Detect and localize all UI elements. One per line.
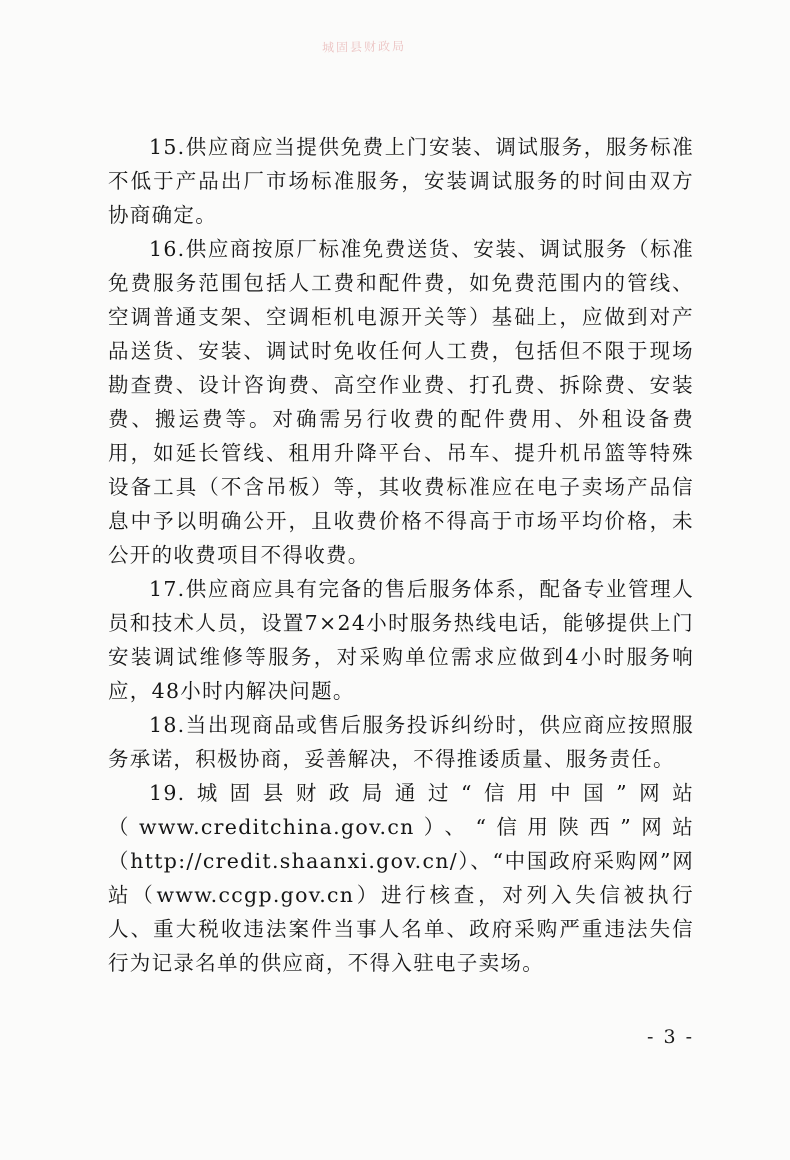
faint-seal-watermark: 城固县财政局 — [321, 39, 407, 55]
clause-15: 15.供应商应当提供免费上门安装、调试服务，服务标准不低于产品出厂市场标准服务，安装调试服务的时间由双方协商确定。 — [108, 135, 694, 227]
page-number: - 3 - — [646, 1026, 694, 1048]
clause-19: 19.城固县财政局通过“信用中国”网站（www.creditchina.gov.cn）、“信用陕西”网站（http://credit.shaanxi.gov.cn/）、“中国政府采购网”网站（www.ccgp.gov.cn）进行核查，对列入失信被执行人、重大税收违法案件当事人名单、政府采购严重违法失信行为记录名单的供应商，不得入驻电子卖场。 — [108, 781, 694, 975]
clause-16: 16.供应商按原厂标准免费送货、安装、调试服务（标准免费服务范围包括人工费和配件费，如免费范围内的管线、空调普通支架、空调柜机电源开关等）基础上，应做到对产品送货、安装、调试时免收任何人工费，包括但不限于现场勘查费、设计咨询费、高空作业费、打孔费、拆除费、安装费、搬运费等。对确需另行收费的配件费用、外租设备费用，如延长管线、租用升降平台、吊车、提升机吊篮等特殊设备工具（不含吊板）等，其收费标准应在电子卖场产品信息中予以明确公开，且收费价格不得高于市场平均价格，未公开的收费项目不得收费。 — [108, 237, 694, 567]
document-body — [108, 130, 694, 980]
clause-18: 18.当出现商品或售后服务投诉纠纷时，供应商应按照服务承诺，积极协商，妥善解决，不得推诿质量、服务责任。 — [108, 713, 694, 771]
clause-17: 17.供应商应具有完备的售后服务体系，配备专业管理人员和技术人员，设置7×24小时服务热线电话，能够提供上门安装调试维修等服务，对采购单位需求应做到4小时服务响应，48小时内解决问题。 — [108, 577, 694, 703]
